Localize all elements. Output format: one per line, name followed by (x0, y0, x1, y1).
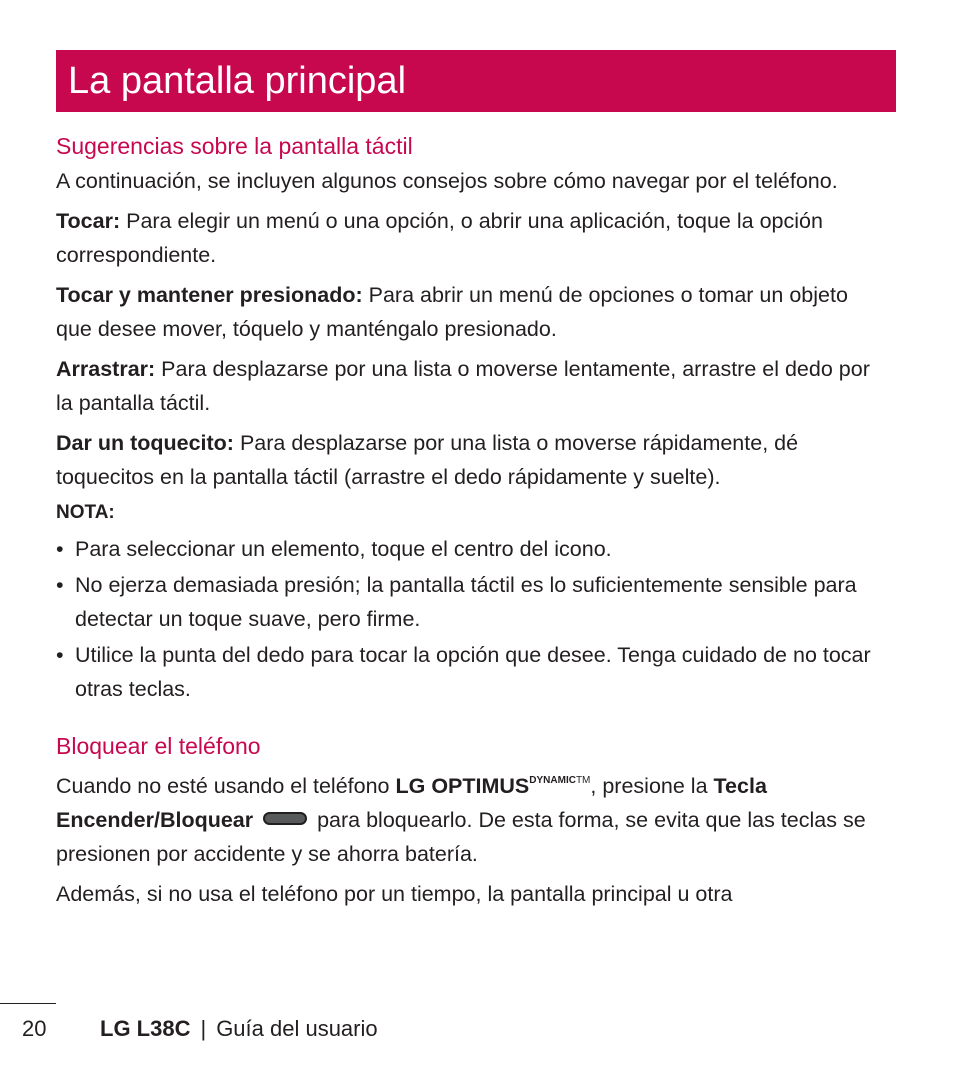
note-text: No ejerza demasiada presión; la pantalla táctil es lo suficientemente sensible para detectar un toque suave, pero firme. (75, 573, 857, 631)
tip-tap (56, 204, 886, 272)
note-label: NOTA: (56, 502, 115, 523)
tip-term: Tocar y mantener presionado: (56, 283, 363, 307)
lock-text: , presione la (590, 774, 714, 798)
footer-divider (0, 1003, 56, 1004)
bullet-icon: • (56, 537, 64, 561)
tip-text: Para desplazarse por una lista o moverse rápidamente, dé toquecitos en la pantalla táctil (arrastre el dedo rápidamente y suelte). (56, 431, 799, 489)
lock-text: para bloquearlo. De esta forma, se evita que las teclas se presionen por accidente y se ahorra batería. (56, 808, 866, 866)
product-name (396, 774, 576, 798)
power-lock-key-icon (263, 812, 307, 825)
intro-paragraph: A continuación, se incluyen algunos consejos sobre cómo navegar por el teléfono. (56, 169, 838, 193)
page-number: 20 (22, 1016, 47, 1041)
section-heading-touch-tips: Sugerencias sobre la pantalla táctil (56, 133, 413, 159)
trademark-mark: TM (575, 775, 591, 786)
note-item (56, 568, 886, 636)
tip-flick (56, 426, 886, 494)
bullet-icon: • (56, 643, 64, 667)
lock-text: Cuando no esté usando el teléfono (56, 774, 396, 798)
tip-term: Dar un toquecito: (56, 431, 234, 455)
tip-drag (56, 352, 886, 420)
note-item (56, 532, 886, 566)
tip-text: Para abrir un menú de opciones o tomar un objeto que desee mover, tóquelo y manténgalo presionado. (56, 283, 848, 341)
footer-model: LG L38C (100, 1016, 191, 1041)
tip-term: Tocar: (56, 209, 121, 233)
tip-term: Arrastrar: (56, 357, 156, 381)
footer-separator: | (200, 1016, 207, 1041)
tip-touch-and-hold (56, 278, 886, 346)
page-footer (22, 1012, 378, 1046)
section-heading-lock-phone: Bloquear el teléfono (56, 733, 261, 759)
key-name: Tecla Encender/Bloquear (56, 774, 767, 832)
lock-paragraph (56, 764, 886, 871)
tip-text: Para elegir un menú o una opción, o abrir una aplicación, toque la opción correspondiente. (56, 209, 823, 267)
note-text: Utilice la punta del dedo para tocar la opción que desee. Tenga cuidado de no tocar otras teclas. (75, 643, 871, 701)
product-name-text: LG OPTIMUS (395, 774, 530, 798)
note-list (56, 532, 886, 706)
product-superscript: DYNAMIC (529, 775, 576, 786)
tip-text: Para desplazarse por una lista o moverse lentamente, arrastre el dedo por la pantalla táctil. (56, 357, 870, 415)
page-content (56, 128, 886, 911)
timeout-paragraph: Además, si no usa el teléfono por un tiempo, la pantalla principal u otra (56, 882, 733, 906)
page-title: La pantalla principal (68, 60, 407, 102)
bullet-icon: • (56, 573, 64, 597)
note-text: Para seleccionar un elemento, toque el centro del icono. (75, 537, 612, 561)
note-item (56, 638, 886, 706)
footer-guide-title: Guía del usuario (216, 1016, 378, 1041)
page-title-bar (56, 50, 896, 112)
